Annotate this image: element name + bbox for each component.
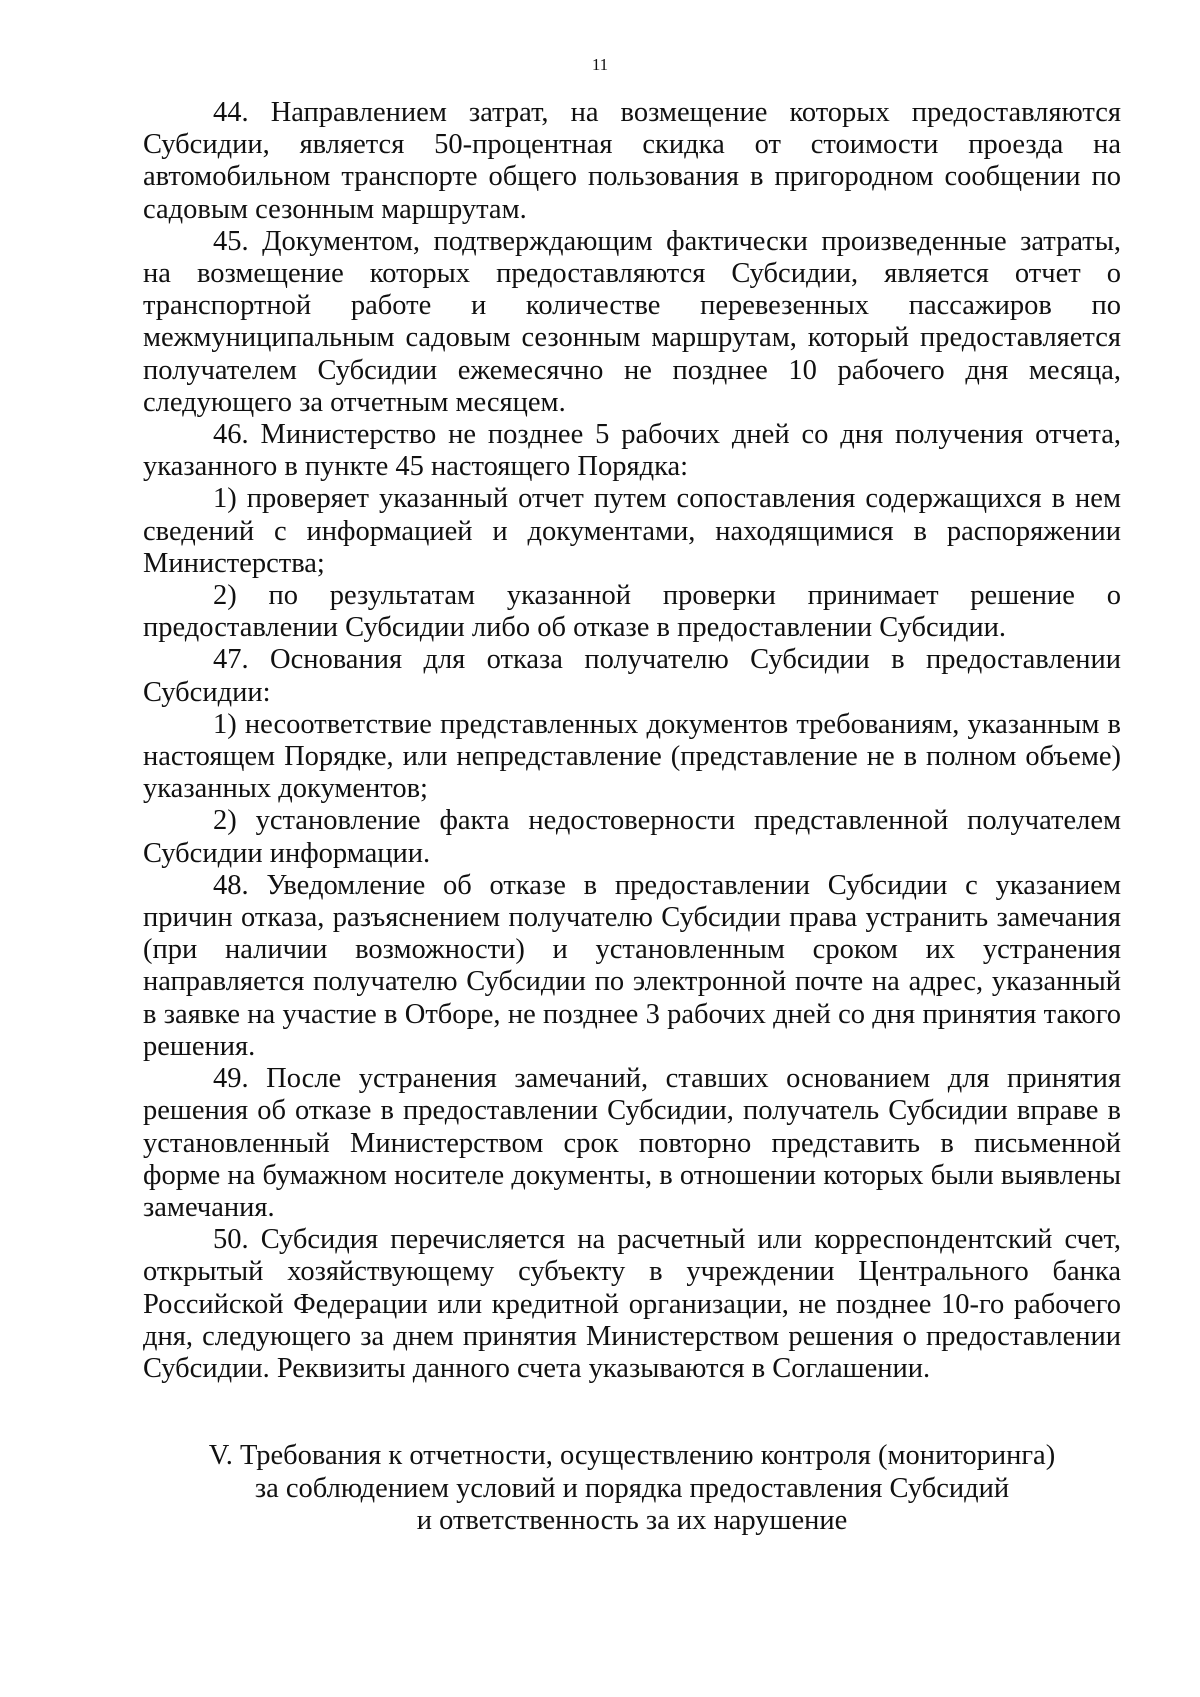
paragraph-47-item-1: 1) несоответствие представленных документов требованиям, указанным в настоящем Порядке, или непредставление (представление не в полном объеме) указанных документов;: [143, 708, 1121, 805]
section-heading-line-2: за соблюдением условий и порядка предоставления Субсидий: [254, 1472, 1010, 1504]
section-heading: [143, 1440, 1121, 1538]
paragraph-44: 44. Направлением затрат, на возмещение которых предоставляются Субсидии, является 50-процентная скидка от стоимости проезда на автомобильном транспорте общего пользования в пригородном сообщении по садовым сезонным маршрутам.: [143, 97, 1121, 225]
section-heading-line-1: V. Требования к отчетности, осуществлению контроля (мониторинга): [208, 1440, 1056, 1471]
paragraph-47-item-2: 2) установление факта недостоверности представленной получателем Субсидии информации.: [143, 805, 1121, 869]
paragraph-49: 49. После устранения замечаний, ставших основанием для принятия решения об отказе в предоставлении Субсидии, получатель Субсидии вправе в установленный Министерством срок повторно представить в письменной форме на бумажном носителе документы, в отношении которых были выявлены замечания.: [143, 1063, 1121, 1223]
paragraph-48: 48. Уведомление об отказе в предоставлении Субсидии с указанием причин отказа, разъяснением получателю Субсидии права устранить замечания (при наличии возможности) и установленным сроком их устранения направляется получателю Субсидии по электронной почте на адрес, указанный в заявке на участие в Отборе, не позднее 3 рабочих дней со дня принятия такого решения.: [143, 869, 1121, 1062]
paragraph-45: 45. Документом, подтверждающим фактически произведенные затраты, на возмещение которых предоставляются Субсидии, является отчет о транспортной работе и количестве перевезенных пассажиров по межмуниципальным садовым сезонным маршрутам, который предоставляется получателем Субсидии ежемесячно не позднее 10 рабочего дня месяца, следующего за отчетным месяцем.: [143, 225, 1121, 418]
document-body: [143, 97, 1121, 1385]
paragraph-46-item-2: 2) по результатам указанной проверки принимает решение о предоставлении Субсидии либо об отказе в предоставлении Субсидии.: [143, 580, 1121, 644]
paragraph-46-item-1: 1) проверяет указанный отчет путем сопоставления содержащихся в нем сведений с информацией и документами, находящимися в распоряжении Министерства;: [143, 483, 1121, 579]
paragraph-47: 47. Основания для отказа получателю Субсидии в предоставлении Субсидии:: [143, 644, 1121, 708]
paragraph-46: 46. Министерство не позднее 5 рабочих дней со дня получения отчета, указанного в пункте 45 настоящего Порядка:: [143, 419, 1121, 483]
section-heading-line-3: и ответственность за их нарушение: [416, 1505, 848, 1536]
page-number: 11: [591, 55, 609, 74]
paragraph-50: 50. Субсидия перечисляется на расчетный или корреспондентский счет, открытый хозяйствующему субъекту в учреждении Центрального банка Российской Федерации или кредитной организации, не позднее 10-го рабочего дня, следующего за днем принятия Министерством решения о предоставлении Субсидии. Реквизиты данного счета указываются в Соглашении.: [143, 1224, 1121, 1384]
